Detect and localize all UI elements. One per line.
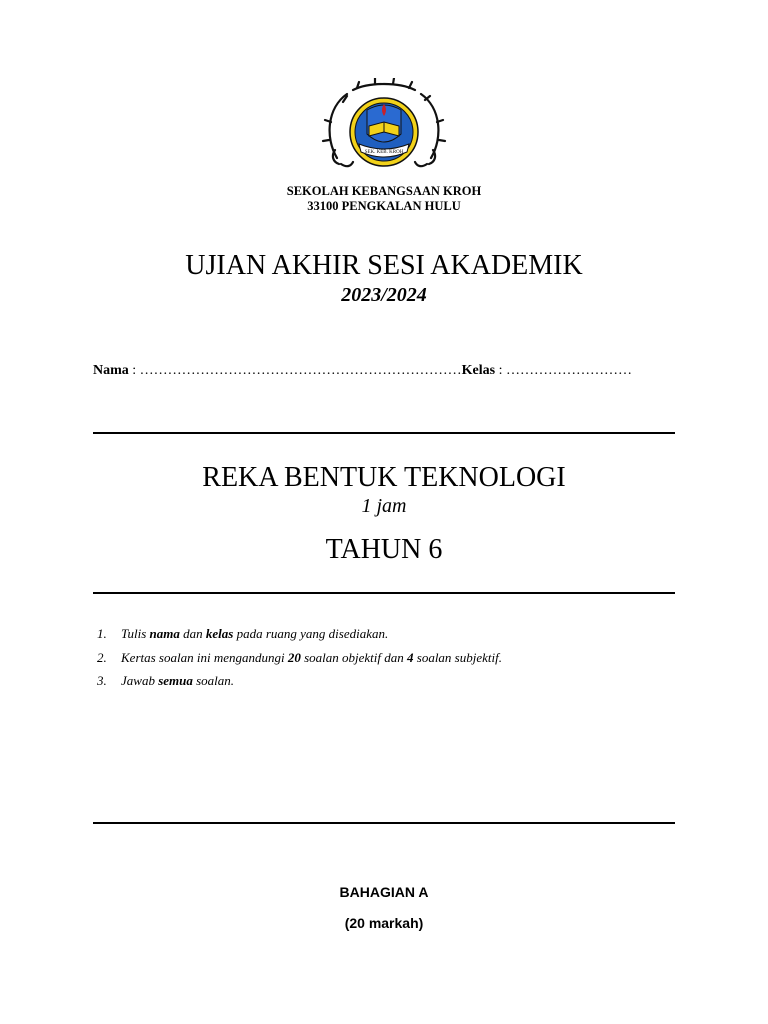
instruction-text: Tulis: [121, 626, 150, 641]
class-separator: :: [495, 363, 507, 378]
name-separator: :: [128, 363, 140, 378]
exam-year: 2023/2024: [341, 284, 427, 306]
instruction-item: [97, 648, 502, 672]
school-crest-icon: [317, 78, 451, 186]
year-level: TAHUN 6: [325, 534, 443, 565]
name-label: Nama: [93, 363, 129, 378]
instruction-text: soalan subjektif.: [413, 649, 502, 665]
instruction-text: Kertas soalan ini mengandungi: [121, 649, 288, 665]
class-field[interactable]: ………………………: [506, 363, 633, 378]
section-title: BAHAGIAN A: [339, 884, 429, 900]
instruction-bold: 20: [287, 649, 301, 665]
instruction-number: 3.: [97, 673, 107, 688]
instruction-text: pada ruang yang disediakan.: [233, 626, 389, 641]
divider-top: [93, 432, 675, 434]
school-address: 33100 PENGKALAN HULU: [307, 199, 461, 213]
instruction-text: soalan objektif dan: [300, 649, 408, 665]
school-name: SEKOLAH KEBANGSAAN KROH: [286, 184, 482, 198]
divider-middle: [93, 592, 675, 594]
divider-bottom: [93, 822, 675, 824]
instructions-list: [97, 624, 502, 695]
instruction-bold: nama: [149, 626, 180, 641]
instruction-item: [97, 671, 502, 695]
subject-title: REKA BENTUK TEKNOLOGI: [202, 462, 566, 493]
name-field[interactable]: ……………………………………………………………: [139, 363, 462, 378]
logo-ribbon-text: SEK. KEB. KROH: [364, 150, 404, 155]
instruction-bold: semua: [158, 673, 193, 688]
instruction-text: soalan.: [192, 673, 235, 688]
name-class-row: [93, 363, 632, 379]
exam-title: UJIAN AKHIR SESI AKADEMIK: [185, 250, 583, 281]
class-label: Kelas: [461, 363, 496, 378]
instruction-text: Jawab: [121, 673, 159, 688]
instruction-number: 1.: [97, 626, 107, 641]
paper-duration: 1 jam: [361, 495, 407, 517]
section-marks: (20 markah): [344, 915, 424, 931]
instruction-number: 2.: [97, 649, 107, 665]
school-logo: [317, 78, 451, 186]
instruction-bold: kelas: [205, 626, 234, 641]
instruction-text: dan: [179, 626, 206, 641]
instruction-item: [97, 624, 502, 648]
instruction-bold: 4: [407, 649, 414, 665]
